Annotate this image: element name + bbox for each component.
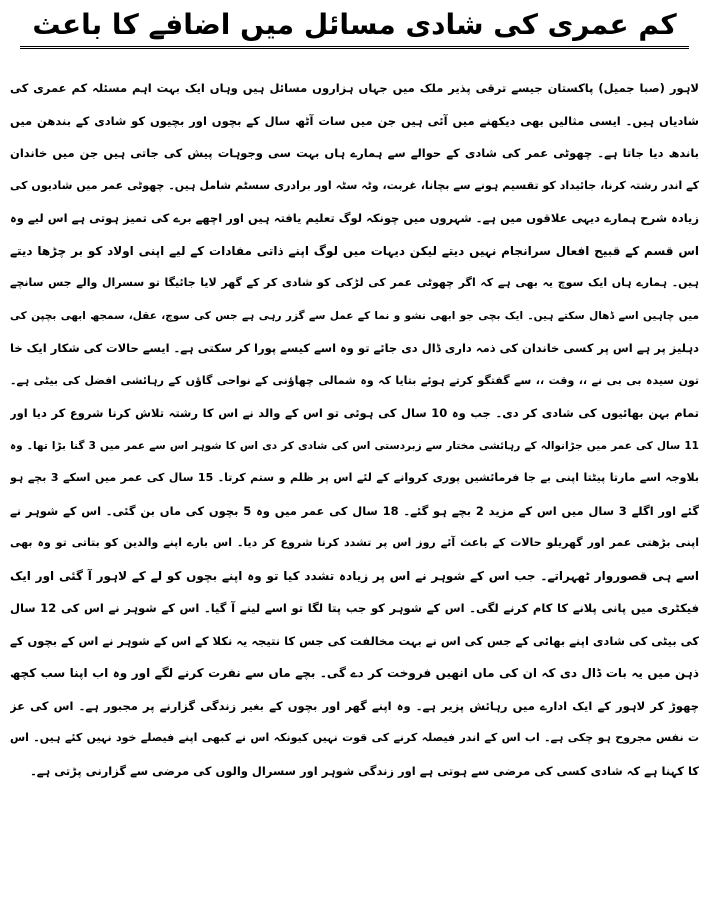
- article-line: بلاوجہ اسے مارتا پیٹتا اپنی بے جا فرمائشیں پوری کروانے کے لئے اس پر ظلم و ستم کرتا۔ 15 سال کی عمر میں اسکے 3 بچے ہو: [10, 471, 699, 484]
- article-line: ت نفس مجروح ہو چکی ہے۔ اب اس کے اندر فیصلہ کرنے کی قوت نہیں کیونکہ اس نے کبھی اپنے فیصلے خود نہیں کئے ہیں۔ اس: [10, 731, 699, 744]
- article-line: شادیاں ہیں۔ ایسی مثالیں بھی دیکھنے میں آئی ہیں جن میں سات آٹھ سال کے بچوں اور بچیوں کو شادی کے بندھن میں: [10, 113, 699, 128]
- article-line: زیادہ شرح ہمارے دیہی علاقوں میں ہے۔ شہروں میں چونکہ لوگ تعلیم یافتہ ہیں اور اچھے برے کی تمیز ہوتی ہے اس لیے وہ: [10, 211, 699, 225]
- article-line: میں چاہیں اسے ڈھال سکتے ہیں۔ ایک بچی جو ابھی نشو و نما کے عمل سے گزر رہی ہے جس کی سوچ، عقل، سمجھ ابھی بچپن کی: [10, 309, 699, 322]
- article-line: ذہن میں یہ بات ڈال دی کہ ان کی ماں انھیں فروخت کر دے گی۔ بچے ماں سے نفرت کرنے لگے اور وہ اب اپنا سب کچھ: [10, 666, 699, 680]
- headline-container: [10, 6, 699, 52]
- article-line: کی بیٹی کی شادی اپنے بھائی کے جس کی اس نے بہت مخالفت کی جس کا نتیجہ یہ نکلا کے اس کے شوہر نے اس کے بچوں کے: [10, 633, 699, 648]
- article-line: 11 سال کی عمر میں جڑانوالہ کے رہائشی مختار سے زبردستی اس کی شادی کر دی اس کا شوہر اس سے عمر میں 3 گنا بڑا تھا۔ وہ: [10, 439, 699, 452]
- article-line: تون سیدہ بی بی نے ،، وقت ،، سے گفتگو کرتے ہوئے بتایا کہ وہ شمالی چھاؤنی کے نواحی گاؤں کے رہائشی افضل کی بیٹی ہے۔: [10, 373, 699, 387]
- article-line: گئے اور اگلے 3 سال میں اس کے مزید 2 بچے ہو گئے۔ 18 سال کی عمر میں وہ 5 بچوں کی ماں بن گئی۔ اس کے شوہر نے: [10, 503, 699, 518]
- headline: کم عمری کی شادی مسائل میں اضافے کا باعث: [20, 6, 688, 49]
- article-line: باندھ دیا جاتا ہے۔ چھوٹی عمر کی شادی کے حوالے سے ہمارے ہاں بہت سی وجوہات پیش کی جاتی ہیں جن میں خاندان: [10, 146, 699, 160]
- article-line: تمام بہن بھائیوں کی شادی کر دی۔ جب وہ 10 سال کی ہوئی تو اس کے والد نے اس کا رشتہ تلاش کرنا شروع کر دیا اور: [10, 406, 699, 420]
- article-line: فیکٹری میں پانی پلانے کا کام کرنے لگی۔ اس کے شوہر کو جب پتا لگا تو اسے لینے آ گیا۔ اس کے شوہر نے اس کی 12 سال: [10, 601, 699, 615]
- article-line: کے اندر رشتہ کرنا، جائیداد کو تقسیم ہونے سے بچانا، غربت، وٹہ سٹہ اور برادری سسٹم شامل ہیں۔ چھوٹی عمر میں شادیوں کی: [10, 178, 699, 192]
- article-line: چھوڑ کر لاہور کے ایک ادارے میں رہائش پزیر ہے۔ وہ اپنے گھر اور بچوں کے بغیر زندگی گزارنے پر مجبور ہے۔ اس کی عز: [10, 698, 699, 713]
- article-line: دہلیز پر ہے اس پر کسی خاندان کی ذمہ داری ڈال دی جائے تو وہ اسے کیسے پورا کر سکتی ہے۔ ایسے حالات کی شکار ایک خا: [10, 341, 699, 355]
- article-line: لاہور (صبا جمیل) پاکستان جیسے ترقی پذیر ملک میں جہاں ہزاروں مسائل ہیں وہاں ایک بہت اہم مسئلہ کم عمری کی: [10, 81, 699, 95]
- article-line: اپنی بڑھتی عمر اور گھریلو حالات کے باعث آئے روز اس پر تشدد کرنا شروع کر دیا۔ اس بارے اپنے والدین کو بتاتی تو وہ بھی: [10, 536, 699, 549]
- article-line: ہیں۔ ہمارے ہاں ایک سوچ یہ بھی ہے کہ اگر چھوٹی عمر کی لڑکی کو شادی کر کے گھر لایا جائیگا تو سسرال والے جس سانچے: [10, 276, 699, 289]
- article-line: اس قسم کے قبیح افعال سرانجام نہیں دیتے لیکن دیہات میں لوگ اپنے ذاتی مفادات کے لیے اپنی اولاد کو بر چڑھا دیتے: [10, 243, 699, 258]
- article-line: کا کہنا ہے کہ شادی کسی کی مرضی سے ہوتی ہے اور زندگی شوہر اور سسرال والوں کی مرضی سے گزارنی پڑتی ہے۔: [30, 763, 699, 778]
- article-body: [10, 72, 699, 787]
- article-line: اسے ہی قصوروار ٹھہراتے۔ جب اس کے شوہر نے اس پر زیادہ تشدد کیا تو وہ اپنے بچوں کو لے کے لاہور آ گئی اور ایک: [10, 568, 699, 583]
